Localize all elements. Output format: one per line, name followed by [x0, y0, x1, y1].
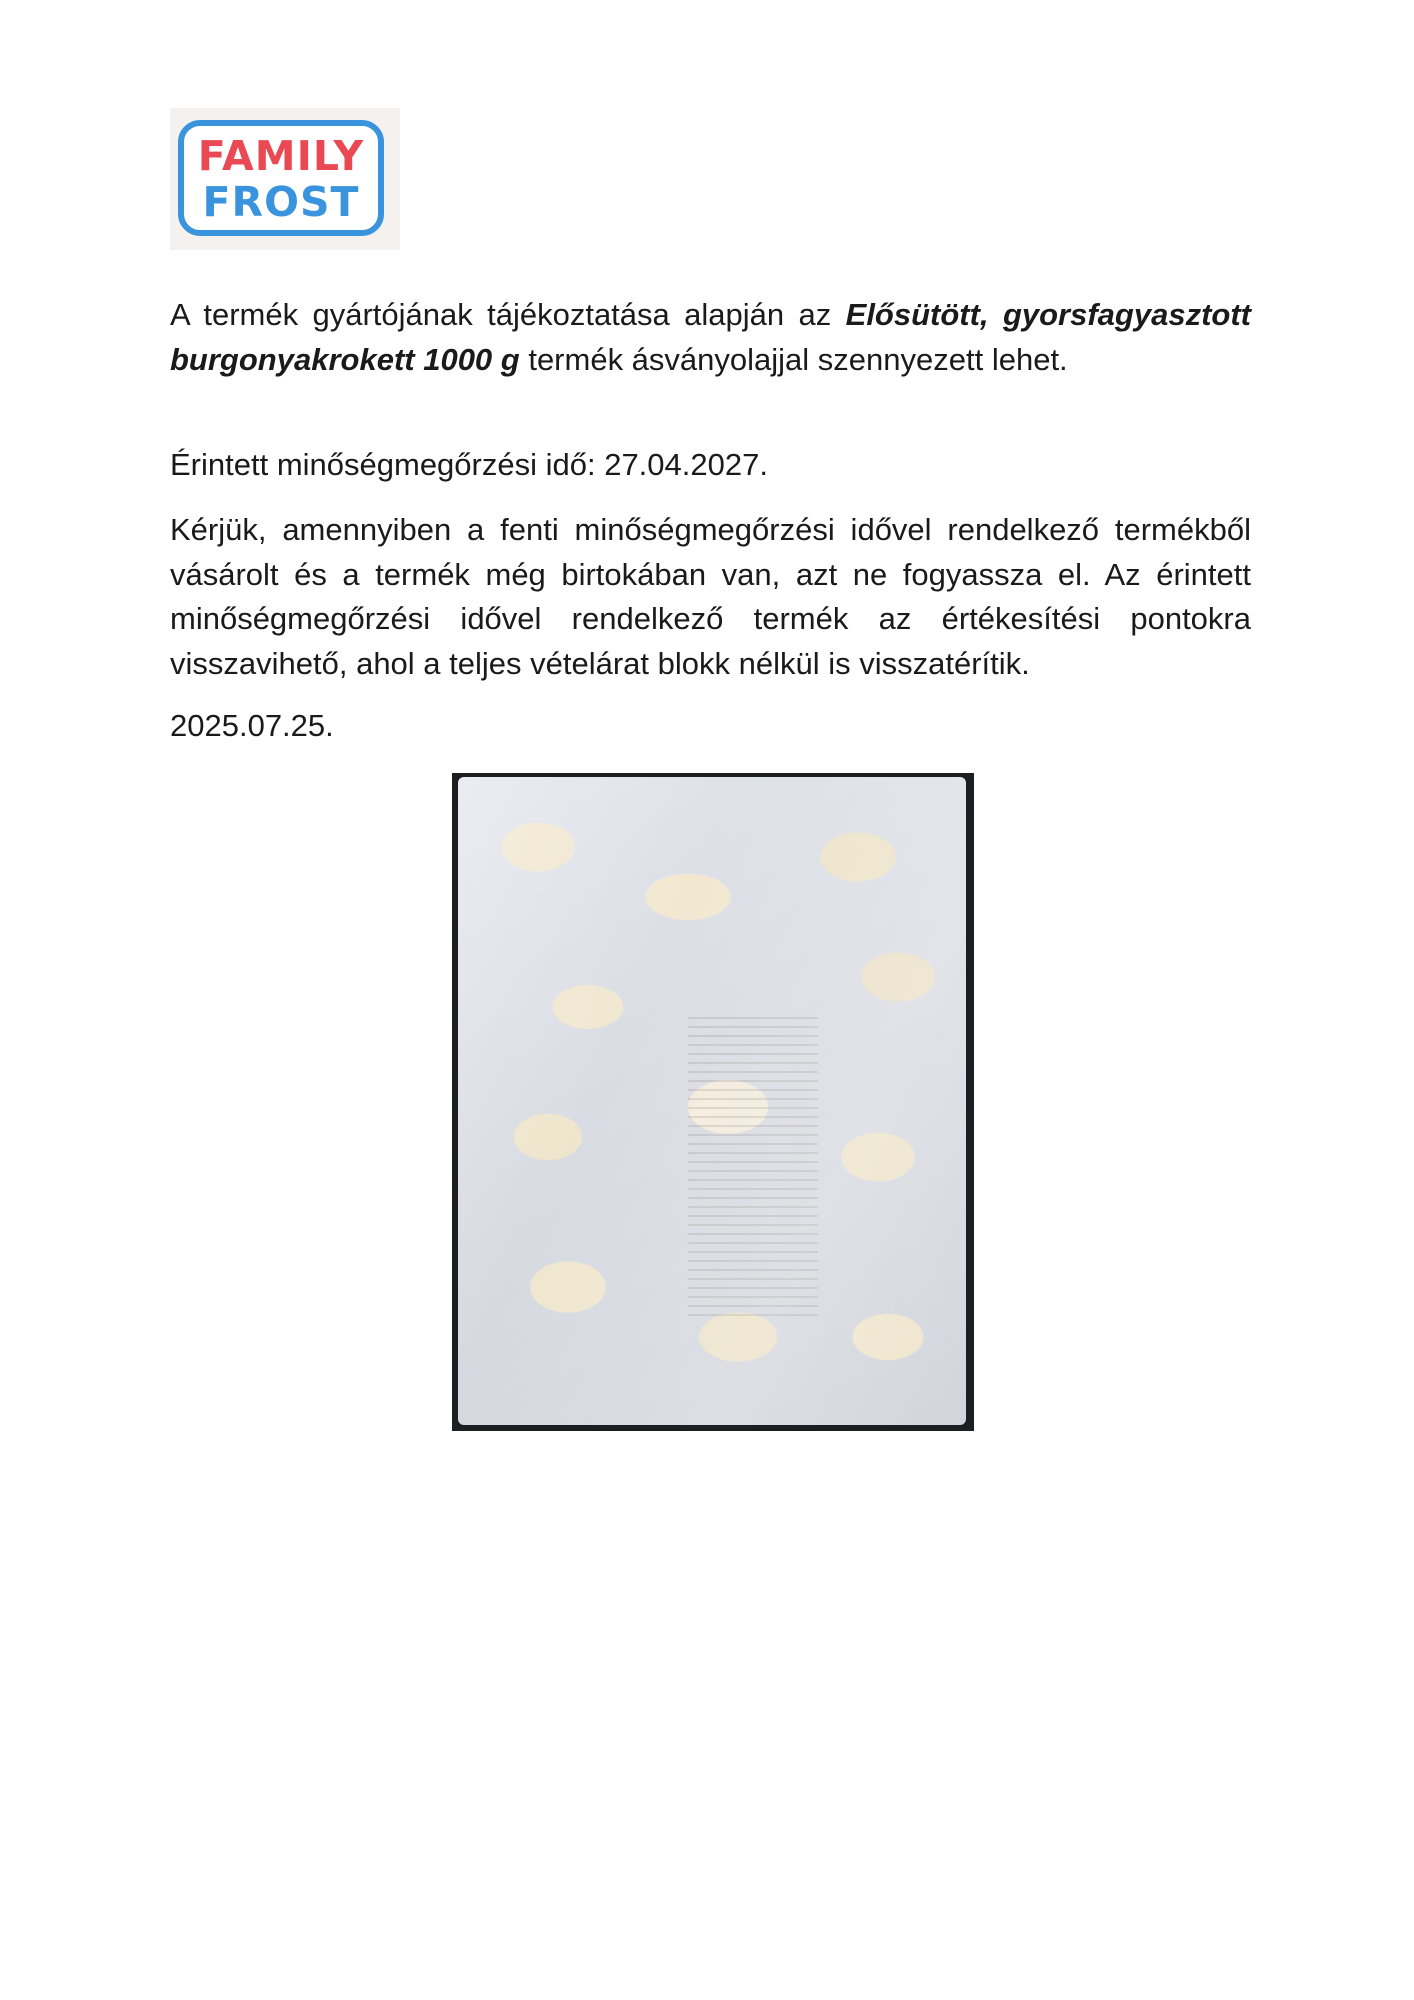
family-frost-logo	[170, 108, 400, 250]
recall-intro: A termék gyártójának tájékoztatása alapján az	[170, 297, 846, 332]
product-photo	[452, 773, 974, 1431]
recall-outro: termék ásványolajjal szennyezett lehet.	[519, 341, 1068, 377]
logo-text-frost: FROST	[202, 178, 360, 226]
recall-paragraph	[170, 293, 1251, 382]
request-paragraph: Kérjük, amennyiben a fenti minőségmegőrzési idővel rendelkező termékből vásárolt és a termék még birtokában van, azt ne fogyassza el. Az érintett minőségmegőrzési idővel rendelkező termék az értékesítési pontokra visszavihető, ahol a teljes vételárat blokk nélkül is visszatérítik.	[170, 512, 1251, 681]
logo-text-family: FAMILY	[197, 132, 365, 180]
logo-frame	[178, 120, 384, 236]
croquette-bag-image	[458, 777, 966, 1425]
product-name: Elősütött, gyorsfagyasztott burgonyakrokett 1000 g	[170, 297, 1251, 377]
bag-sheen	[458, 777, 966, 1425]
best-before-line: Érintett minőségmegőrzési idő: 27.04.2027.	[170, 447, 768, 482]
notice-date: 2025.07.25.	[170, 708, 334, 743]
